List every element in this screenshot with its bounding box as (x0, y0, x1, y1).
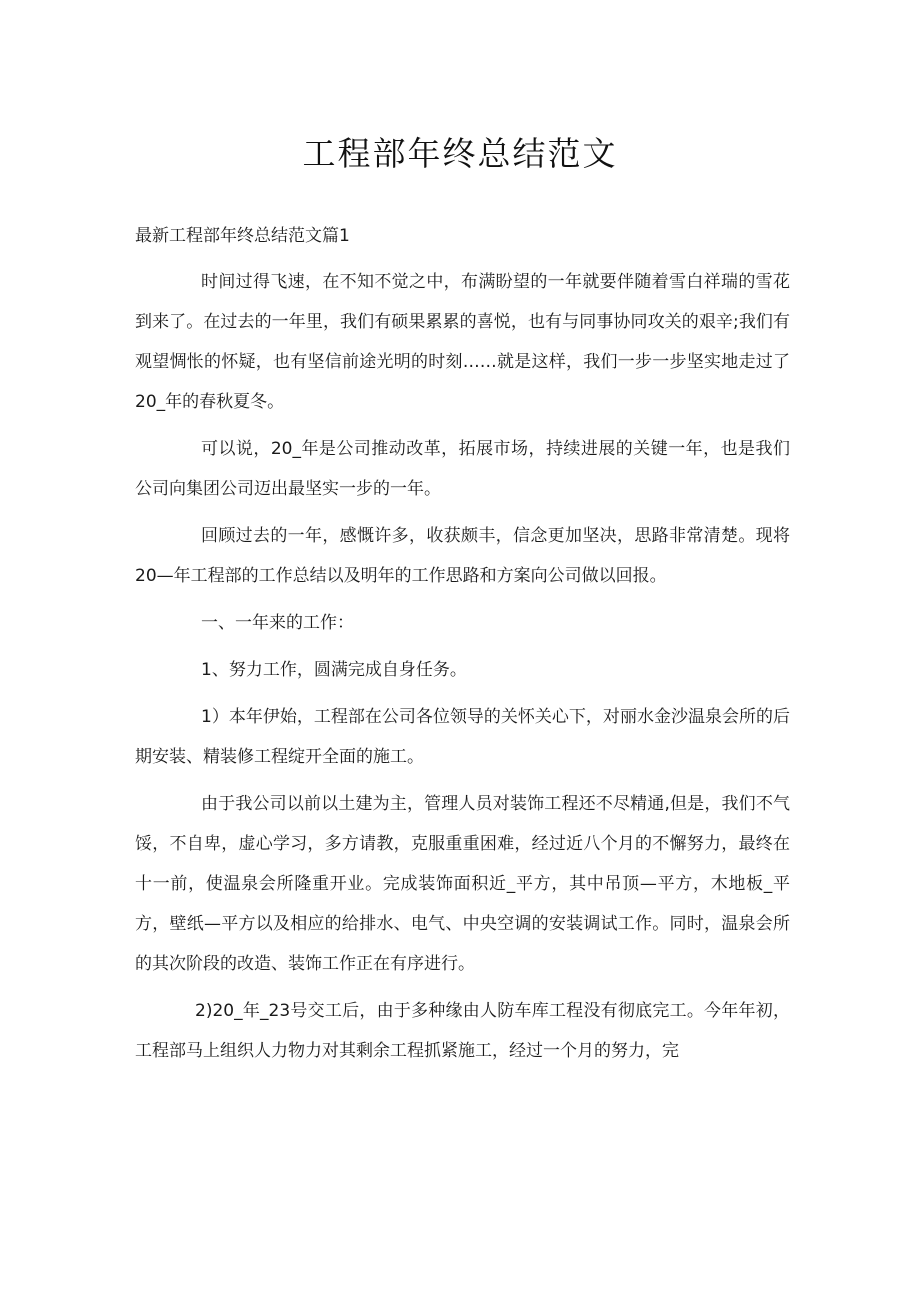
paragraph: 回顾过去的一年，感慨许多，收获颇丰，信念更加坚决，思路非常清楚。现将20—年工程部的工作总结以及明年的工作思路和方案向公司做以回报。 (135, 526, 790, 586)
subsection-heading: 1、努力工作，圆满完成自身任务。 (201, 660, 467, 680)
document-body (135, 262, 790, 1078)
section-heading: 一、一年来的工作： (201, 613, 354, 633)
document-title: 工程部年终总结范文 (302, 134, 618, 173)
paragraph: 由于我公司以前以土建为主，管理人员对装饰工程还不尽精通,但是，我们不气馁，不自卑，虚心学习，多方请教，克服重重困难，经过近八个月的不懈努力，最终在十一前，使温泉会所隆重开业。完成装饰面积近_平方，其中吊顶—平方，木地板_平方，壁纸—平方以及相应的给排水、电气、中央空调的安装调试工作。同时，温泉会所的其次阶段的改造、装饰工作正在有序进行。 (135, 794, 790, 974)
document-subtitle: 最新工程部年终总结范文篇1 (135, 226, 350, 246)
paragraph: 可以说，20_年是公司推动改革，拓展市场，持续进展的关键一年，也是我们公司向集团公司迈出最坚实一步的一年。 (135, 439, 790, 499)
paragraph: 1）本年伊始，工程部在公司各位领导的关怀关心下，对丽水金沙温泉会所的后期安装、精装修工程绽开全面的施工。 (135, 707, 790, 767)
paragraph: 2)20_年_23号交工后，由于多种缘由人防车库工程没有彻底完工。今年年初，工程部马上组织人力物力对其剩余工程抓紧施工，经过一个月的努力，完 (135, 1001, 790, 1061)
paragraph: 时间过得飞速，在不知不觉之中，布满盼望的一年就要伴随着雪白祥瑞的雪花到来了。在过去的一年里，我们有硕果累累的喜悦，也有与同事协同攻关的艰辛;我们有观望惆怅的怀疑，也有坚信前途光明的时刻……就是这样，我们一步一步坚实地走过了20_年的春秋夏冬。 (135, 272, 790, 412)
